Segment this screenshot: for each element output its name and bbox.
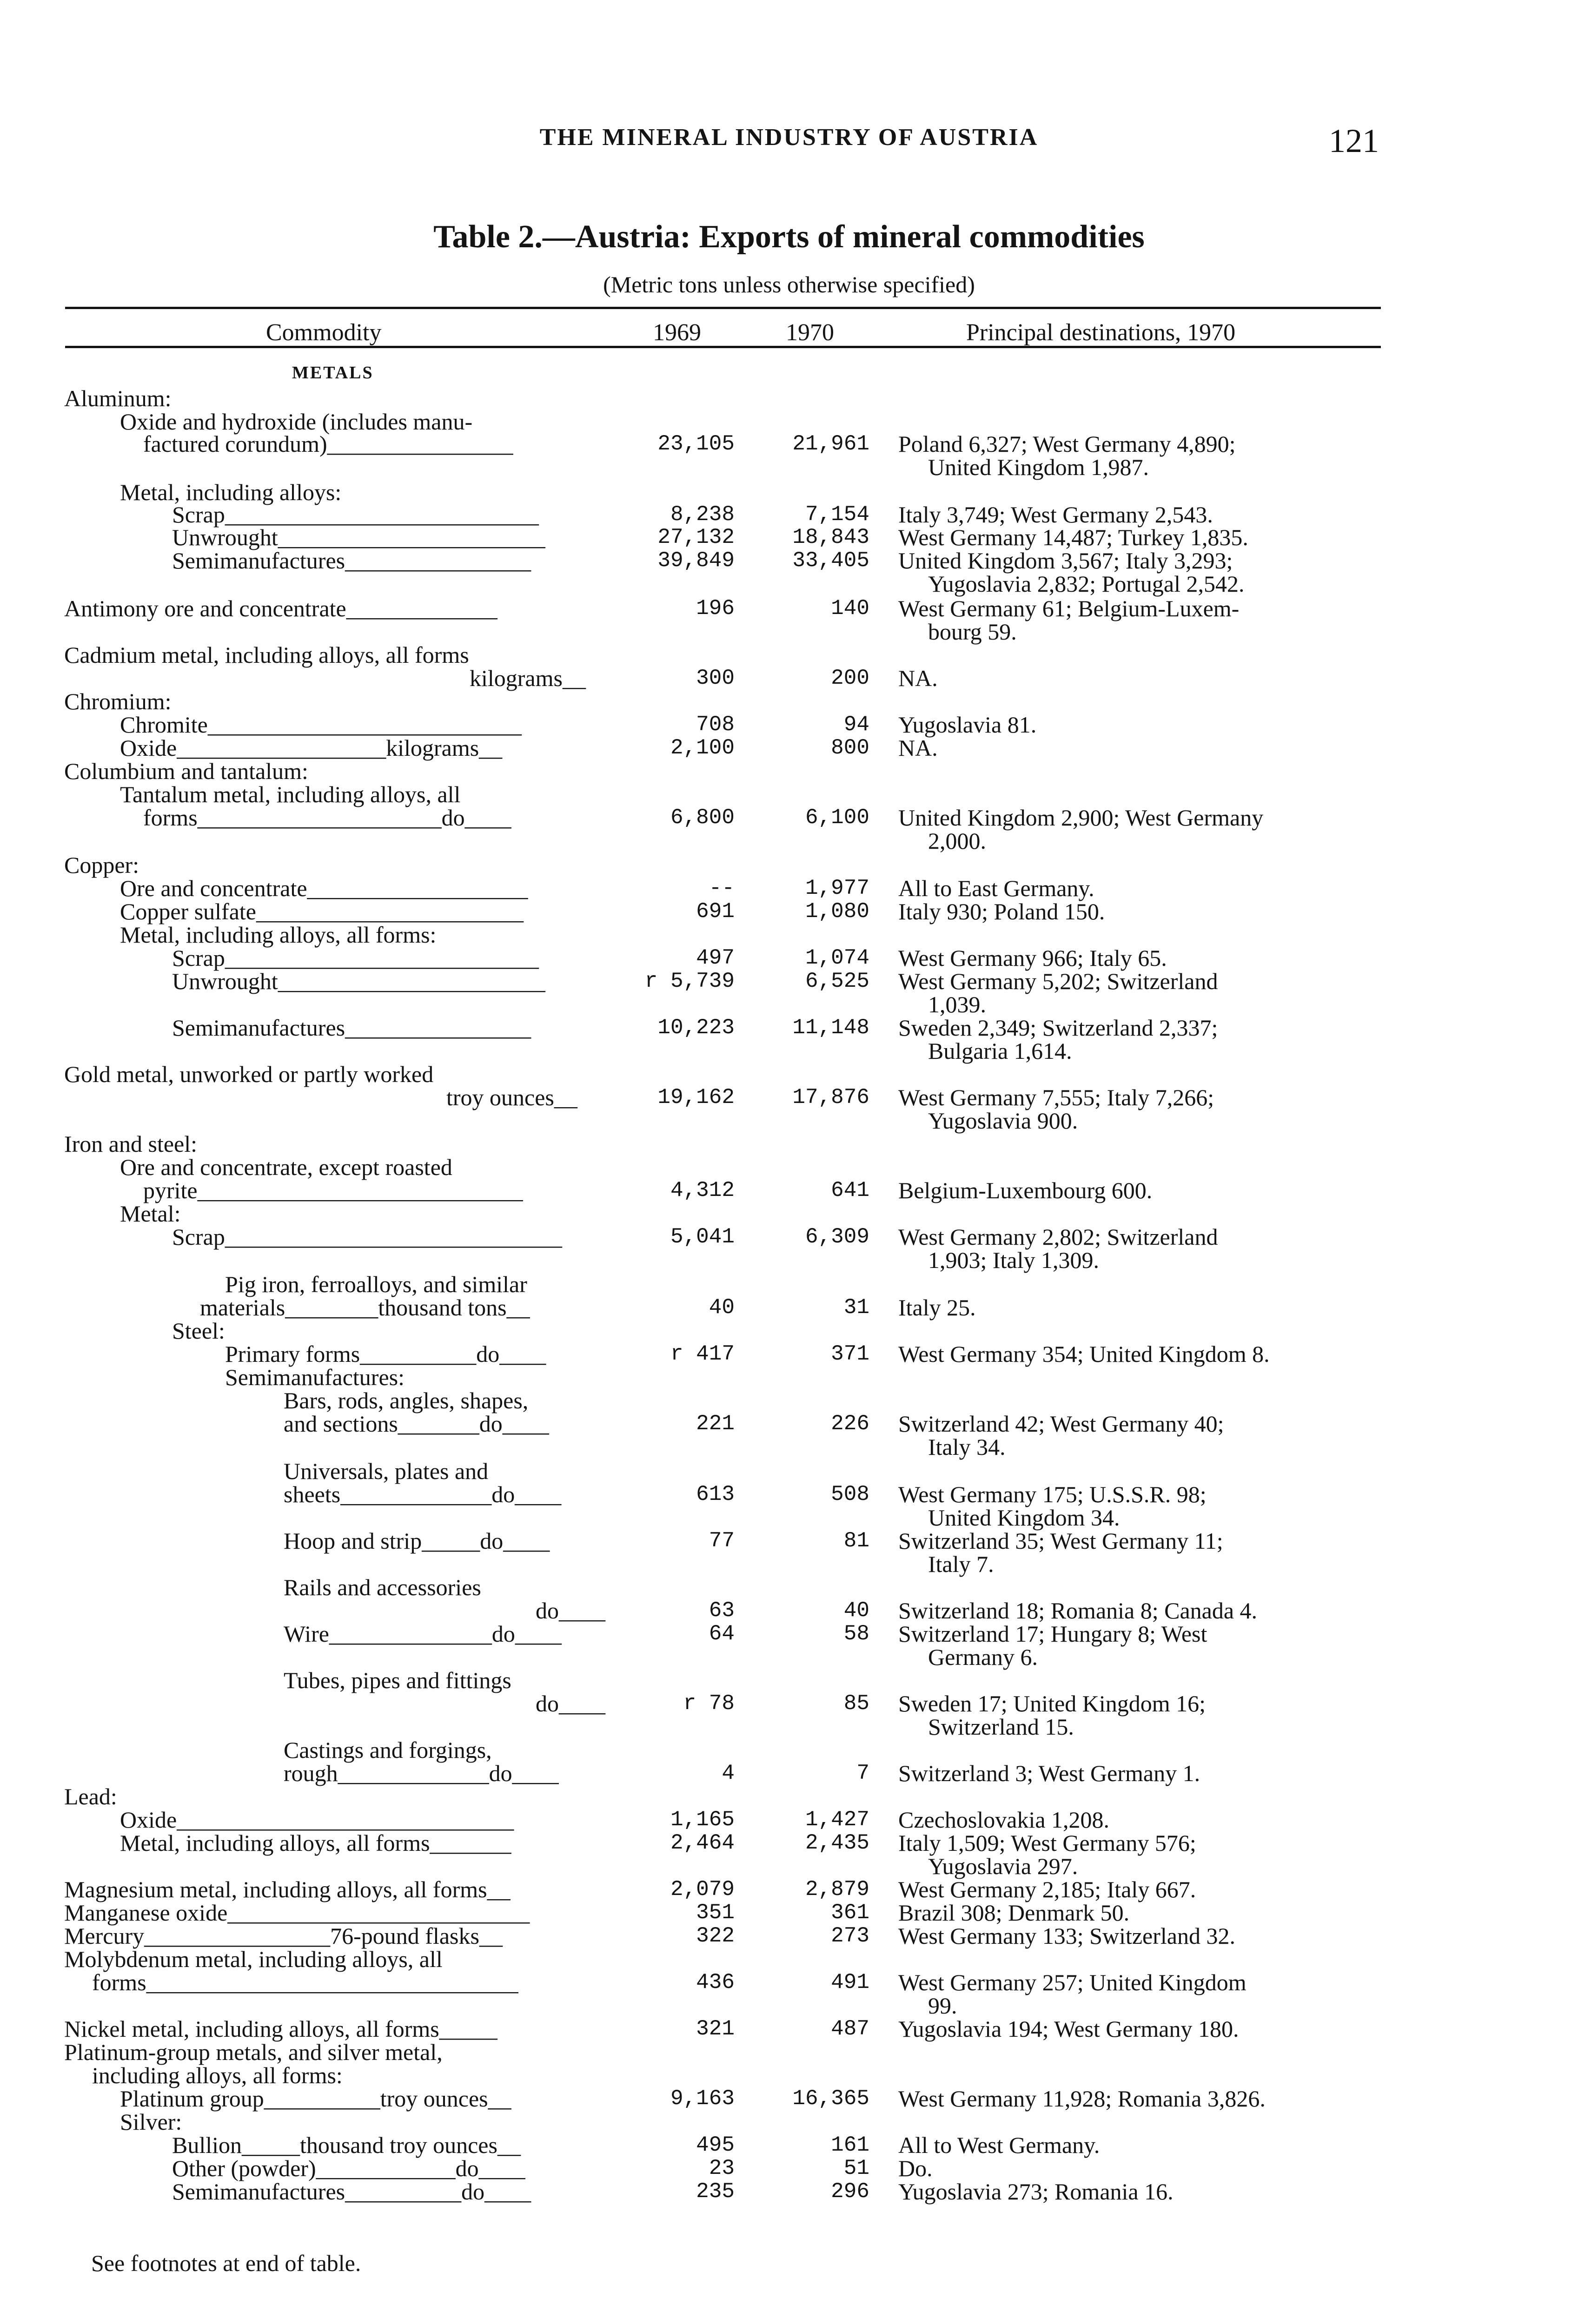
value-1969: 64 [709,1622,735,1646]
destination-text: West Germany 2,802; Switzerland [898,1224,1218,1250]
value-1970: 161 [831,2133,869,2157]
row-label: Tantalum metal, including alloys, all [120,781,461,807]
row-label: Rails and accessories [284,1574,481,1600]
value-1970: 58 [843,1622,869,1646]
row-label: Oxide__________________kilograms__ [120,735,503,761]
destination-text: West Germany 175; U.S.S.R. 98; [898,1481,1207,1507]
value-1969: 5,041 [670,1225,735,1249]
destination-text: Yugoslavia 900. [928,1108,1078,1134]
row-label: Columbium and tantalum: [64,758,308,784]
row-label: Copper sulfate_______________________ [120,898,524,924]
row-label: Metal, including alloys, all forms: [120,922,437,948]
footnote: See footnotes at end of table. [91,2250,361,2276]
value-1970: 33,405 [792,548,869,573]
value-1969: 321 [696,2017,735,2041]
row-label: Platinum group__________troy ounces__ [120,2086,511,2112]
row-label: Metal: [120,1201,181,1227]
row-label: forms________________________________ [92,1969,518,1995]
value-1970: 21,961 [792,432,869,456]
value-1970: 18,843 [792,525,869,549]
destination-text: Italy 930; Poland 150. [898,898,1105,924]
destination-text: West Germany 2,185; Italy 667. [898,1876,1196,1902]
row-label: Scrap___________________________ [172,502,539,528]
row-label: Ore and concentrate___________________ [120,875,528,901]
row-label: Semimanufactures________________ [172,548,531,574]
value-1970: 2,879 [805,1877,869,1901]
value-1969: 691 [696,899,735,924]
value-1970: 273 [831,1924,869,1948]
destination-text: Belgium-Luxembourg 600. [898,1177,1153,1203]
value-1969: 23,105 [657,432,735,456]
destination-text: Germany 6. [928,1644,1038,1670]
destination-text: West Germany 7,555; Italy 7,266; [898,1084,1214,1110]
value-1969: 322 [696,1924,735,1948]
value-1969: 10,223 [657,1016,735,1040]
destination-text: West Germany 257; United Kingdom [898,1969,1246,1995]
column-header-1969: 1969 [653,319,701,346]
destination-text: NA. [898,735,938,761]
value-1970: 371 [831,1342,869,1366]
destination-text: Yugoslavia 297. [928,1853,1078,1879]
value-1970: 2,435 [805,1831,869,1855]
value-1969: 23 [709,2156,735,2180]
row-label: Pig iron, ferroalloys, and similar [225,1271,527,1297]
value-1970: 491 [831,1970,869,1994]
destination-text: Italy 7. [928,1551,994,1577]
destination-text: West Germany 11,928; Romania 3,826. [898,2086,1266,2112]
value-1969: -- [709,876,735,900]
value-1970: 6,100 [805,805,869,830]
destination-text: Brazil 308; Denmark 50. [898,1900,1130,1926]
value-1970: 1,977 [805,876,869,900]
destination-text: Switzerland 3; West Germany 1. [898,1760,1200,1786]
value-1970: 7 [856,1761,869,1785]
value-1970: 51 [843,2156,869,2180]
row-label: Antimony ore and concentrate_____________ [64,595,497,621]
destination-text: Sweden 2,349; Switzerland 2,337; [898,1015,1218,1041]
row-label: Platinum-group metals, and silver metal, [64,2039,443,2065]
row-label: Silver: [120,2109,182,2135]
row-label: Other (powder)____________do____ [172,2155,525,2181]
value-1969: 497 [696,946,735,970]
column-header-commodity: Commodity [266,319,382,346]
value-1969: r 5,739 [644,969,735,993]
row-label: Castings and forgings, [284,1737,492,1763]
row-label: Tubes, pipes and fittings [284,1667,511,1693]
value-1970: 1,080 [805,899,869,924]
destination-text: NA. [898,665,938,691]
header-rule [65,346,1381,348]
value-1970: 81 [843,1529,869,1553]
value-1970: 487 [831,2017,869,2041]
value-1970: 31 [843,1295,869,1320]
value-1970: 296 [831,2179,869,2204]
row-label: Bullion_____thousand troy ounces__ [172,2132,521,2158]
value-1969: 19,162 [657,1085,735,1109]
value-1969: 9,163 [670,2086,735,2111]
value-1970: 200 [831,666,869,690]
destination-text: Do. [898,2155,933,2181]
destination-text: Switzerland 18; Romania 8; Canada 4. [898,1598,1258,1624]
value-1970: 226 [831,1412,869,1436]
row-label: and sections_______do____ [284,1411,549,1437]
row-label: Oxide and hydroxide (includes manu- [120,409,473,435]
row-label: Steel: [172,1318,225,1344]
value-1969: 77 [709,1529,735,1553]
destination-text: Switzerland 15. [928,1714,1074,1740]
value-1970: 7,154 [805,502,869,527]
value-1969: 196 [696,596,735,621]
row-label: materials________thousand tons__ [200,1294,530,1320]
row-label: Oxide_____________________________ [120,1807,514,1833]
row-label: forms_____________________do____ [143,805,511,831]
row-label: Metal, including alloys: [120,479,342,505]
value-1970: 6,309 [805,1225,869,1249]
row-label: do____ [536,1690,605,1717]
destination-text: 99. [928,1993,957,2019]
section-label-metals: METALS [292,363,374,383]
destination-text: West Germany 354; United Kingdom 8. [898,1341,1270,1367]
top-rule [65,307,1381,309]
row-label: Unwrought_______________________ [172,524,545,550]
value-1969: 351 [696,1901,735,1925]
destination-text: Italy 25. [898,1294,976,1320]
destination-text: West Germany 14,487; Turkey 1,835. [898,524,1248,550]
value-1969: 300 [696,666,735,690]
destination-text: 1,903; Italy 1,309. [928,1247,1100,1273]
destination-text: United Kingdom 2,900; West Germany [898,805,1264,831]
value-1969: 2,464 [670,1831,735,1855]
value-1970: 1,074 [805,946,869,970]
destination-text: Poland 6,327; West Germany 4,890; [898,431,1236,457]
destination-text: Bulgaria 1,614. [928,1038,1072,1064]
row-label: including alloys, all forms: [92,2062,343,2088]
row-label: rough_____________do____ [284,1760,559,1786]
running-title: THE MINERAL INDUSTRY OF AUSTRIA [539,124,1039,151]
destination-text: All to East Germany. [898,875,1094,901]
row-label: Iron and steel: [64,1131,198,1157]
destination-text: Italy 34. [928,1434,1006,1460]
value-1970: 641 [831,1178,869,1202]
row-label: Ore and concentrate, except roasted [120,1154,452,1180]
row-label: do____ [536,1598,605,1624]
destination-text: Switzerland 35; West Germany 11; [898,1528,1223,1554]
destination-text: Italy 1,509; West Germany 576; [898,1830,1196,1856]
value-1970: 140 [831,596,869,621]
table-subtitle: (Metric tons unless otherwise specified) [603,271,975,297]
row-label: Scrap___________________________ [172,945,539,971]
row-label: Chromite___________________________ [120,712,522,738]
row-label: Unwrought_______________________ [172,968,545,994]
destination-text: Yugoslavia 81. [898,712,1037,738]
destination-text: 2,000. [928,828,986,854]
destination-text: Yugoslavia 2,832; Portugal 2,542. [928,571,1245,597]
value-1970: 40 [843,1598,869,1623]
row-label: Metal, including alloys, all forms_______ [120,1830,511,1856]
row-label: Nickel metal, including alloys, all forms_____ [64,2016,497,2042]
row-label: Gold metal, unworked or partly worked [64,1061,434,1087]
row-label: Universals, plates and [284,1458,489,1484]
value-1969: 613 [696,1482,735,1506]
row-label: troy ounces__ [446,1084,577,1110]
row-label: Mercury________________76-pound flasks__ [64,1923,503,1949]
value-1969: 708 [696,713,735,737]
row-label: Lead: [64,1783,117,1809]
column-header-destinations: Principal destinations, 1970 [966,319,1236,346]
destination-text: United Kingdom 34. [928,1505,1120,1531]
row-label: pyrite____________________________ [143,1177,523,1203]
value-1970: 1,427 [805,1808,869,1832]
value-1969: 8,238 [670,502,735,527]
value-1969: 436 [696,1970,735,1994]
page-number: 121 [1329,122,1379,159]
value-1970: 508 [831,1482,869,1506]
row-label: factured corundum)________________ [143,431,513,457]
value-1969: r 417 [670,1342,735,1366]
value-1970: 16,365 [792,2086,869,2111]
destination-text: Switzerland 17; Hungary 8; West [898,1621,1207,1647]
destination-text: Switzerland 42; West Germany 40; [898,1411,1224,1437]
row-label: Wire______________do____ [284,1621,562,1647]
destination-text: Czechoslovakia 1,208. [898,1807,1110,1833]
destination-text: United Kingdom 1,987. [928,454,1149,480]
row-label: Cadmium metal, including alloys, all forms [64,642,469,668]
row-label: Bars, rods, angles, shapes, [284,1387,529,1413]
row-label: Semimanufactures: [225,1364,404,1390]
value-1969: 1,165 [670,1808,735,1832]
destination-text: Yugoslavia 194; West Germany 180. [898,2016,1239,2042]
value-1969: 235 [696,2179,735,2204]
row-label: kilograms__ [470,665,586,691]
value-1970: 17,876 [792,1085,869,1109]
row-label: Primary forms__________do____ [225,1341,546,1367]
value-1970: 361 [831,1901,869,1925]
row-label: Hoop and strip_____do____ [284,1528,550,1554]
row-label: Scrap_____________________________ [172,1224,562,1250]
value-1969: 63 [709,1598,735,1623]
destination-text: 1,039. [928,991,986,1017]
destination-text: West Germany 5,202; Switzerland [898,968,1218,994]
value-1969: 2,100 [670,736,735,760]
row-label: Chromium: [64,688,172,714]
value-1970: 800 [831,736,869,760]
value-1969: 6,800 [670,805,735,830]
row-label: Copper: [64,852,139,878]
row-label: sheets_____________do____ [284,1481,562,1507]
value-1969: 39,849 [657,548,735,573]
column-header-1970: 1970 [786,319,834,346]
value-1969: 40 [709,1295,735,1320]
destination-text: Sweden 17; United Kingdom 16; [898,1690,1206,1717]
row-label: Manganese oxide__________________________ [64,1900,530,1926]
value-1970: 6,525 [805,969,869,993]
destination-text: West Germany 61; Belgium-Luxem- [898,595,1240,621]
value-1969: 27,132 [657,525,735,549]
value-1969: r 78 [683,1691,735,1716]
value-1969: 495 [696,2133,735,2157]
row-label: Semimanufactures________________ [172,1015,531,1041]
destination-text: West Germany 966; Italy 65. [898,945,1167,971]
row-label: Molybdenum metal, including alloys, all [64,1946,443,1972]
destination-text: Italy 3,749; West Germany 2,543. [898,502,1213,528]
table-title: Table 2.—Austria: Exports of mineral commodities [433,219,1145,255]
destination-text: All to West Germany. [898,2132,1100,2158]
value-1970: 94 [843,713,869,737]
row-label: Aluminum: [64,385,172,411]
row-label: Semimanufactures__________do____ [172,2179,531,2205]
value-1970: 11,148 [792,1016,869,1040]
row-label: Magnesium metal, including alloys, all forms__ [64,1876,511,1902]
destination-text: West Germany 133; Switzerland 32. [898,1923,1235,1949]
destination-text: United Kingdom 3,567; Italy 3,293; [898,548,1233,574]
destination-text: Yugoslavia 273; Romania 16. [898,2179,1174,2205]
destination-text: bourg 59. [928,619,1017,645]
value-1969: 4 [722,1761,735,1785]
value-1969: 2,079 [670,1877,735,1901]
value-1969: 221 [696,1412,735,1436]
value-1970: 85 [843,1691,869,1716]
value-1969: 4,312 [670,1178,735,1202]
